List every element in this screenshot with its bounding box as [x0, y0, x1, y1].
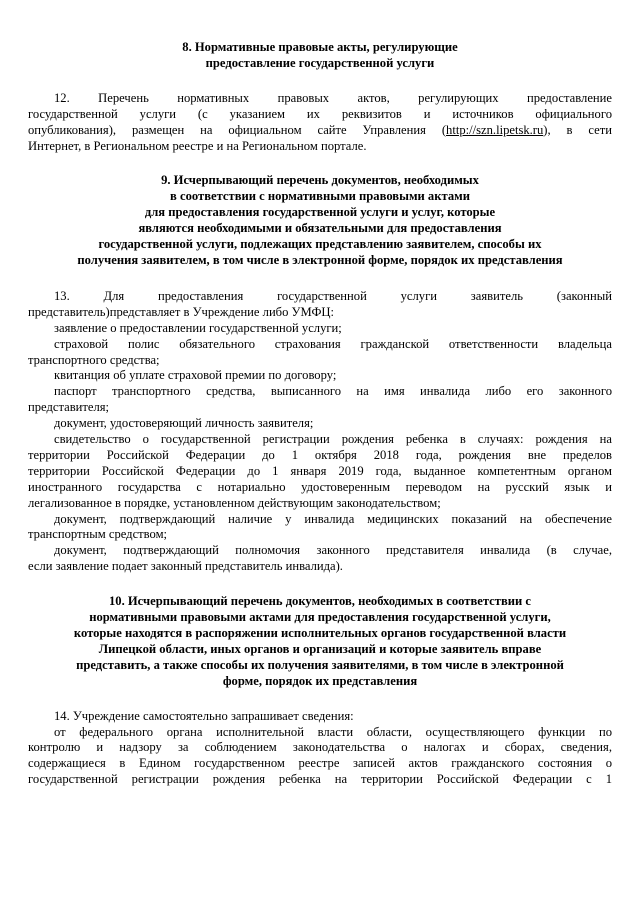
list-item-cont: территории Российской Федерации до 1 октября 2018 года, рождения вне пределов	[28, 447, 612, 462]
title-line: 9. Исчерпывающий перечень документов, необходимых	[161, 173, 479, 188]
paragraph-12	[28, 91, 612, 155]
document-list	[28, 321, 612, 576]
paragraph-13	[28, 289, 612, 321]
list-item-cont: представителя;	[28, 400, 110, 415]
title-line: Липецкой области, иных органов и организаций и которые заявитель вправе	[98, 641, 542, 656]
list-item-cont: иностранного государства с нотариально удостоверенным переводом на русский язык и	[28, 479, 612, 494]
title-line: форме, порядок их представления	[222, 673, 418, 688]
title-line: 8. Нормативные правовые акты, регулирующие	[182, 40, 458, 54]
text-line: 12. Перечень нормативных правовых актов, регулирующих предоставление	[54, 90, 612, 105]
title-line: которые находятся в распоряжении исполнительных органов государственной власти	[73, 626, 567, 640]
paragraph-14	[28, 709, 612, 789]
list-item-cont: если заявление подает законный представитель инвалида).	[28, 559, 343, 574]
text-line: содержащиеся в Едином государственном реестре записей актов гражданского состояния о	[28, 756, 612, 771]
list-item-cont: транспортного средства;	[28, 352, 160, 367]
title-line: государственной услуги, подлежащих представлению заявителем, способы их	[98, 237, 542, 252]
list-item: квитанция об уплате страховой премии по договору;	[54, 368, 337, 383]
list-item: документ, подтверждающий полномочия законного представителя инвалида (в случае,	[54, 543, 612, 558]
title-line: предоставление государственной услуги	[205, 55, 435, 70]
section-8-title	[28, 40, 612, 72]
text-line: контролю и надзору за соблюдением законодательства о налогах и сборах, сведения,	[28, 740, 612, 755]
title-line: 10. Исчерпывающий перечень документов, необходимых в соответствии с	[108, 594, 531, 609]
text-line: опубликования), размещен на официальном сайте Управления (http://szn.lipetsk.ru), в сети	[28, 122, 612, 137]
title-line: в соответствии с нормативными правовыми актами	[170, 189, 470, 204]
title-line: нормативными правовыми актами для предоставления государственной услуги,	[89, 610, 551, 625]
list-item: заявление о предоставлении государственной услуги;	[54, 320, 342, 335]
list-item: страховой полис обязательного страхования гражданской ответственности владельца	[54, 336, 612, 351]
title-line: представить, а также способы их получения заявителями, в том числе в электронной	[76, 657, 564, 672]
title-line: получения заявителем, в том числе в электронной форме, порядок их представления	[77, 252, 563, 267]
section-9-title	[28, 173, 612, 268]
site-link[interactable]: http://szn.lipetsk.ru	[446, 122, 544, 137]
text-line: 14. Учреждение самостоятельно запрашивает сведения:	[54, 708, 354, 723]
list-item-cont: транспортным средством;	[28, 527, 168, 542]
text-line: от федерального органа исполнительной власти области, осуществляющего функции по	[54, 724, 612, 739]
text-line: представитель)представляет в Учреждение либо УМФЦ:	[28, 304, 335, 319]
list-item: паспорт транспортного средства, выписанного на имя инвалида либо его законного	[54, 384, 612, 399]
document-page	[28, 40, 612, 788]
list-item-cont: территории Российской Федерации до 1 января 2019 года, выданное компетентным органом	[28, 463, 612, 478]
list-item-cont: легализованное в порядке, установленном действующим законодательством;	[28, 495, 441, 510]
text-line: государственной услуги (с указанием их реквизитов и источников официального	[28, 106, 612, 121]
title-line: являются необходимыми и обязательными для предоставления	[138, 221, 502, 236]
text-line: Интернет, в Региональном реестре и на Региональном портале.	[28, 138, 367, 153]
list-item: документ, подтверждающий наличие у инвалида медицинских показаний на обеспечение	[54, 511, 612, 526]
title-line: для предоставления государственной услуги и услуг, которые	[144, 205, 496, 220]
text-line: государственной регистрации рождения ребенка на территории Российской Федерации с 1	[28, 772, 612, 787]
list-item: документ, удостоверяющий личность заявителя;	[54, 416, 314, 431]
text-line: 13. Для предоставления государственной услуги заявитель (законный	[54, 288, 612, 303]
section-10-title	[28, 594, 612, 689]
list-item: свидетельство о государственной регистрации рождения ребенка в случаях: рождения на	[54, 432, 612, 447]
